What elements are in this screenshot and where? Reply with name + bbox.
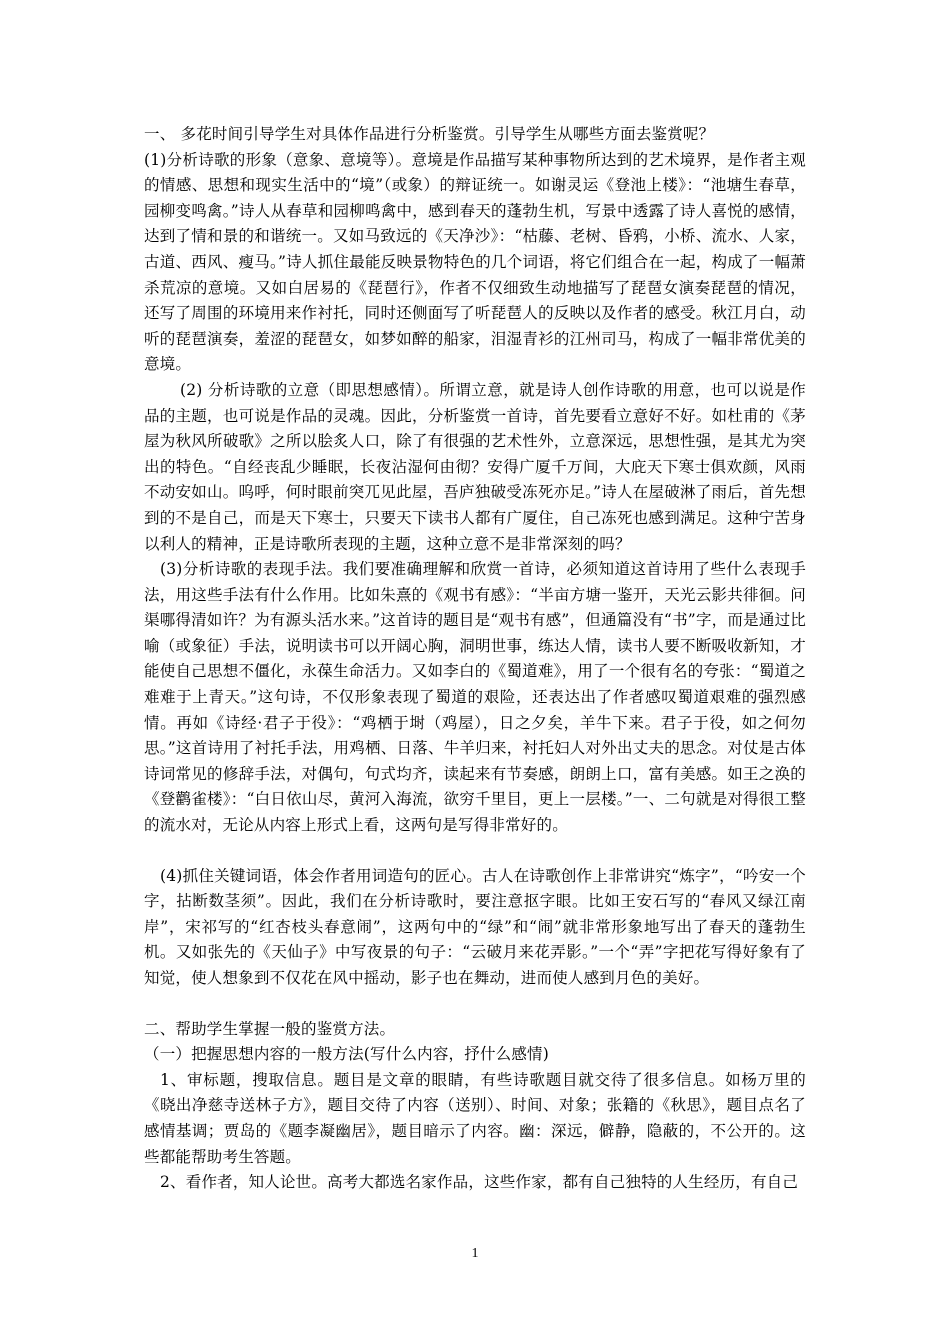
paragraph-technique: (3)分析诗歌的表现手法。我们要准确理解和欣赏一首诗，必须知道这首诗用了些什么表现手法，用这些手法有什么作用。比如朱熹的《观书有感》：“半亩方塘一鉴开，天光云影共徘徊。问渠哪得清如许？为有源头活水来。”这首诗的题目是“观书有感”，但通篇没有“书”字，而是通过比喻（或象征）手法，说明读书可以开阔心胸，洞明世事，练达人情，读书人要不断吸收新知，才能使自己思想不僵化，永葆生命活力。又如李白的《蜀道难》，用了一个很有名的夸张：“蜀道之难难于上青天。”这句诗，不仅形象表现了蜀道的艰险，还表达出了作者感叹蜀道艰难的强烈感情。再如《诗经·君子于役》：“鸡栖于埘（鸡屋），日之夕矣，羊牛下来。君子于役，如之何勿思。”这首诗用了衬托手法，用鸡栖、日落、牛羊归来，衬托妇人对外出丈夫的思念。对仗是古体诗词常见的修辞手法，对偶句，句式均齐，读起来有节奏感，朗朗上口，富有美感。如王之涣的《登鹳雀楼》：“白日依山尽，黄河入海流，欲穷千里目，更上一层楼。”一、二句就是对得很工整的流水对，无论从内容上形式上看，这两句是写得非常好的。	[144, 560, 806, 835]
subsection-heading: （一）把握思想内容的一般方法(写什么内容，抒什么感情)	[144, 1045, 549, 1064]
blank-line	[144, 839, 806, 864]
paragraph-imagery: (1)分析诗歌的形象（意象、意境等）。意境是作品描写某种事物所达到的艺术境界，是作者主观的情感、思想和现实生活中的“境”（或象）的辩证统一。如谢灵运《登池上楼》：“池塘生春草，园柳变鸣禽。”诗人从春草和园柳鸣禽中，感到春天的蓬勃生机，写景中透露了诗人喜悦的感情，达到了情和景的和谐统一。又如马致远的《天净沙》：“枯藤、老树、昏鸦，小桥、流水、人家，古道、西风、瘦马。”诗人抓住最能反映景物特色的几个词语，将它们组合在一起，构成了一幅萧杀荒凉的意境。又如白居易的《琵琶行》，作者不仅细致生动地描写了琵琶女演奏琵琶的情况，还写了周围的环境用来作衬托，同时还侧面写了听琵琶人的反映以及作者的感受。秋江月白，动听的琵琶演奏，羞涩的琵琶女，如梦如醉的船家，泪湿青衫的江州司马，构成了一幅非常优美的意境。	[144, 150, 806, 374]
paragraph-theme: (2) 分析诗歌的立意（即思想感情）。所谓立意，就是诗人创作诗歌的用意，也可以说是作品的主题，也可说是作品的灵魂。因此，分析鉴赏一首诗，首先要看立意好不好。如杜甫的《茅屋为秋风所破歌》之所以脍炙人口，除了有很强的艺术性外，立意深远，思想性强，是其尤为突出的特色。“自经丧乱少睡眠，长夜沾湿何由彻？安得广厦千万间，大庇天下寒士俱欢颜，风雨不动安如山。呜呼，何时眼前突兀见此屋，吾庐独破受冻死亦足。”诗人在屋破淋了雨后，首先想到的不是自己，而是天下寒士，只要天下读书人都有广厦住，自己冻死也感到满足。这种宁苦身以利人的精神，正是诗歌所表现的主题，这种立意不是非常深刻的吗？	[144, 380, 806, 553]
section-heading-2: 二、帮助学生掌握一般的鉴赏方法。	[144, 1019, 396, 1038]
list-item-author: 2、看作者，知人论世。高考大都选名家作品，这些作家，都有自己独特的人生经历，有自己	[160, 1173, 799, 1192]
section-heading-1: 一、 多花时间引导学生对具体作品进行分析鉴赏。引导学生从哪些方面去鉴赏呢？	[144, 125, 715, 143]
blank-line	[144, 992, 806, 1017]
page-number: 1	[471, 1246, 479, 1261]
document-body	[144, 122, 806, 1196]
list-item-title: 1、审标题，搜取信息。题目是文章的眼睛，有些诗歌题目就交待了很多信息。如杨万里的《晓出净慈寺送林子方》，题目交待了内容（送别）、时间、对象；张籍的《秋思》，题目点名了感情基调；贾岛的《题李凝幽居》，题目暗示了内容。幽：深远，僻静，隐蔽的，不公开的。这些都能帮助考生答题。	[144, 1070, 806, 1166]
paragraph-key-words: (4)抓住关键词语，体会作者用词造句的匠心。古人在诗歌创作上非常讲究“炼字”，“吟安一个字，拈断数茎须”。因此，我们在分析诗歌时，要注意抠字眼。比如王安石写的“春风又绿江南岸”，宋祁写的“红杏枝头春意闹”，这两句中的“绿”和“闹”就非常形象地写出了春天的蓬勃生机。又如张先的《天仙子》中写夜景的句子：“云破月来花弄影。”一个“弄”字把花写得好象有了知觉，使人想象到不仅花在风中摇动，影子也在舞动，进而使人感到月色的美好。	[144, 866, 806, 987]
